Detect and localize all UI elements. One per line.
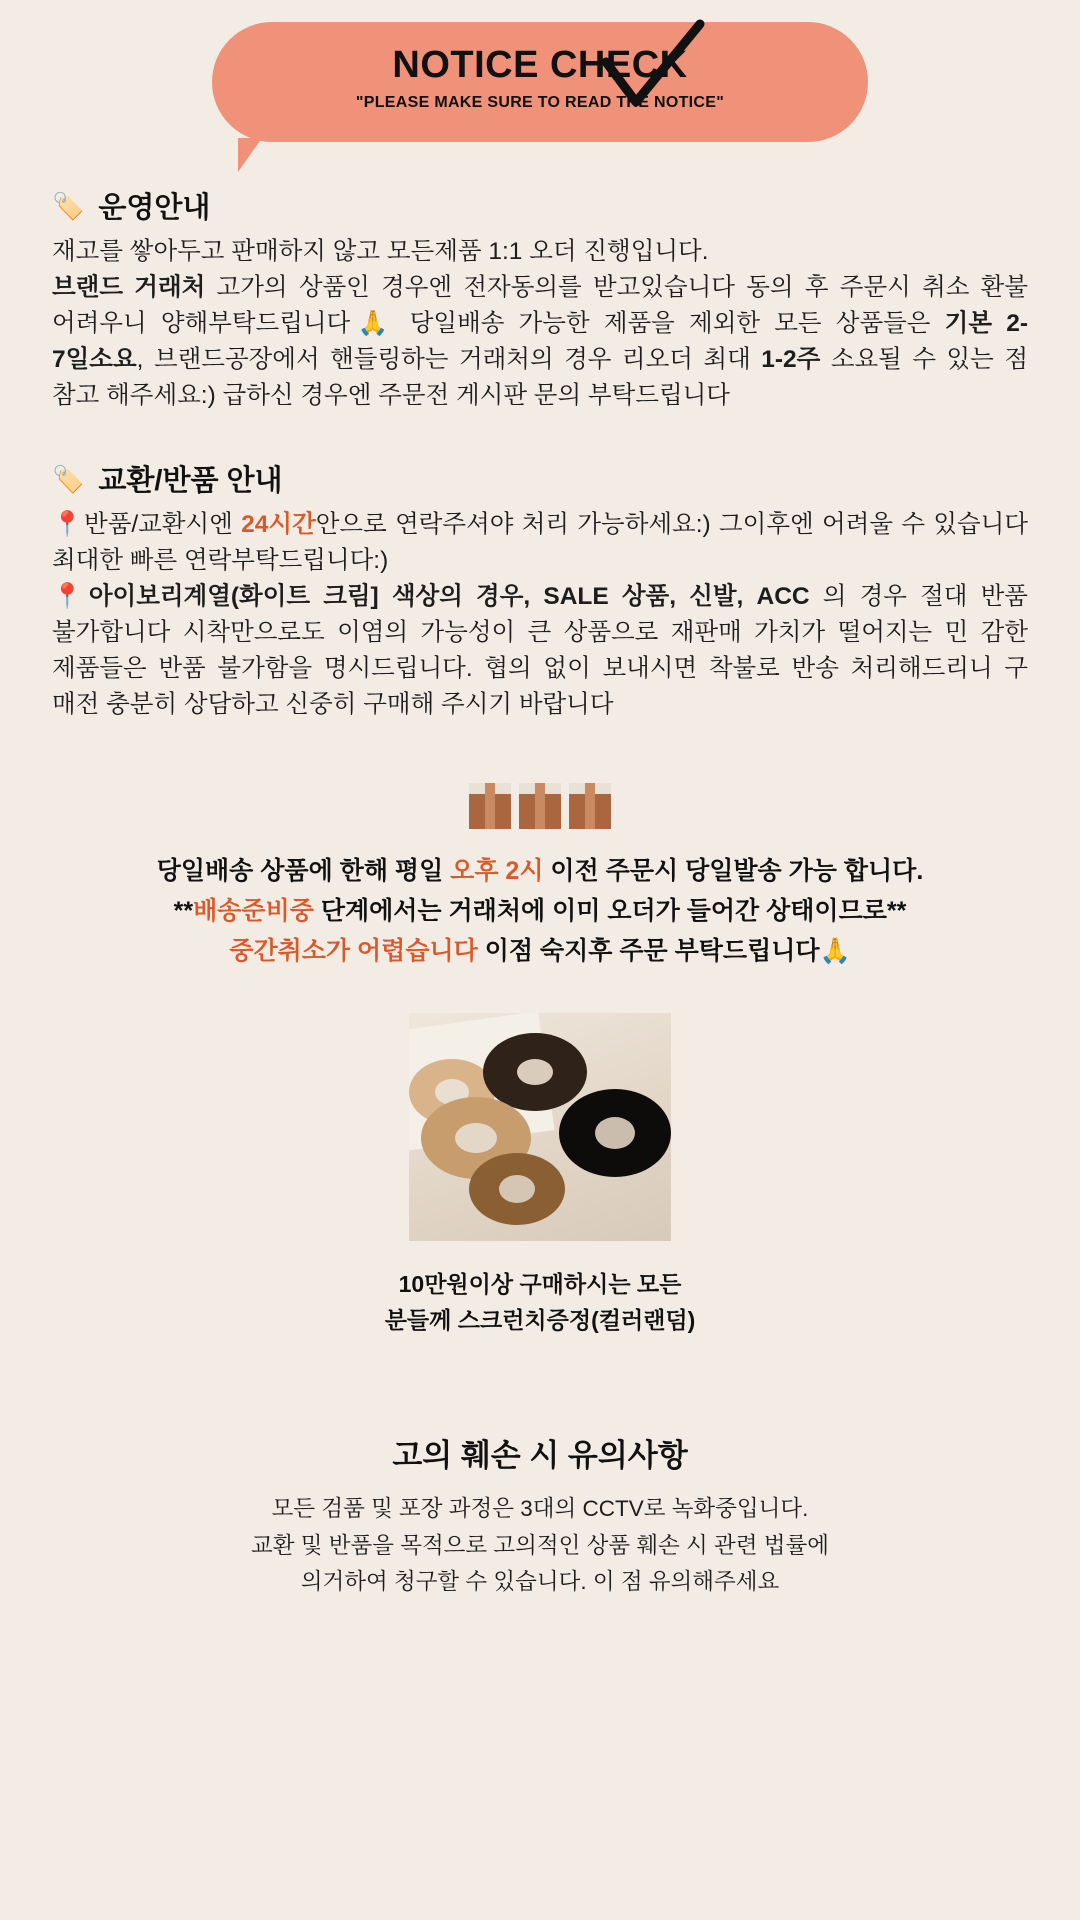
damage-line-3: 의거하여 청구할 수 있습니다. 이 점 유의해주세요 (300, 1569, 780, 1595)
notice-subtitle: "PLEASE MAKE SURE TO READ THE NOTICE" (355, 94, 725, 111)
shipping-line-2-post: 단계에서는 거래처에 이미 오더가 들어간 상태이므로** (313, 897, 907, 925)
shipping-line-1-pre: 당일배송 상품에 한해 평일 (156, 857, 451, 885)
tag-icon: 🏷️ (52, 463, 85, 494)
shipping-notice (0, 851, 1080, 971)
checkmark-icon (592, 18, 712, 118)
shipping-line-2-pre: ** (173, 897, 194, 925)
section-exchange-return-guide (0, 458, 1080, 723)
shipping-line-1-post: 이전 주문시 당일발송 가능 합니다. (543, 857, 924, 885)
gift-notice (0, 1267, 1080, 1338)
section-title: 교환/반품 안내 (98, 465, 283, 497)
shipping-status-label: 배송준비중 (193, 897, 314, 925)
return-line-1: 📍반품/교환시엔 24시간안으로 연락주셔야 처리 가능하세요:) 그이후엔 어려울 수 있습니다 최대한 빠른 연락부탁드립니다:) (52, 511, 1028, 574)
notice-banner (0, 0, 1080, 185)
section-operation-guide (0, 185, 1080, 414)
velvet-scrunchies-photo (409, 1013, 671, 1241)
shipping-line-3 (0, 931, 1080, 971)
package-box-icon-row (0, 783, 1080, 829)
damage-notice (0, 1430, 1080, 1600)
shipping-line-3-post: 이점 숙지후 주문 부탁드립니다🙏 (477, 937, 851, 965)
shipping-line-1 (0, 851, 1080, 891)
section-heading (52, 185, 1028, 226)
return-line-2: 📍아이보리계열(화이트 크림] 색상의 경우, SALE 상품, 신발, ACC 의 경우 절대 반품 불가합니다 시착만으로도 이염의 가능성이 큰 상품으로 재판매 가치가 떨어지는 민 감한 제품들은 반품 불가함을 명시드립니다. 협의 없이 보내시면 착불로 반송 처리해드리니 구 매전 충분히 상담하고 신중히 구매해 주시기 바랍니다 (52, 583, 1028, 718)
shipping-cutoff-time: 오후 2시 (450, 857, 544, 885)
package-box-icon (519, 783, 561, 829)
operation-line-1: 재고를 쌓아두고 판매하지 않고 모든제품 1:1 오더 진행입니다. (52, 238, 709, 265)
bubble-tail (238, 138, 272, 172)
package-box-icon (569, 783, 611, 829)
notice-title: NOTICE CHECK (392, 44, 688, 86)
damage-line-2: 교환 및 반품을 목적으로 고의적인 상품 훼손 시 관련 법률에 (251, 1532, 829, 1558)
product-photo-wrap (0, 1013, 1080, 1241)
tag-icon: 🏷️ (52, 190, 85, 221)
shipping-line-2 (0, 891, 1080, 931)
package-box-icon (469, 783, 511, 829)
damage-notice-title: 고의 훼손 시 유의사항 (392, 1438, 688, 1474)
section-heading (52, 458, 1028, 499)
section-title: 운영안내 (98, 192, 211, 224)
gift-line-1: 10만원이상 구매하시는 모든 (398, 1271, 682, 1297)
notice-bubble (212, 22, 868, 142)
cancel-warning: 중간취소가 어렵습니다 (229, 937, 478, 965)
gift-line-2: 분들께 스크런치증정(컬러랜덤) (384, 1306, 696, 1333)
operation-line-2: 브랜드 거래처 고가의 상품인 경우엔 전자동의를 받고있습니다 동의 후 주문시 취소 환불 어려우니 양해부탁드립니다🙏 당일배송 가능한 제품을 제외한 모든 상품들은 기본 2-7일소요, 브랜드공장에서 핸들링하는 거래처의 경우 리오더 최대 1-2주 소요될 수 있는 점 참고 해주세요:) 급하신 경우엔 주문전 게시판 문의 부탁드립니다 (52, 274, 1029, 409)
damage-line-1: 모든 검품 및 포장 과정은 3대의 CCTV로 녹화중입니다. (271, 1496, 809, 1522)
